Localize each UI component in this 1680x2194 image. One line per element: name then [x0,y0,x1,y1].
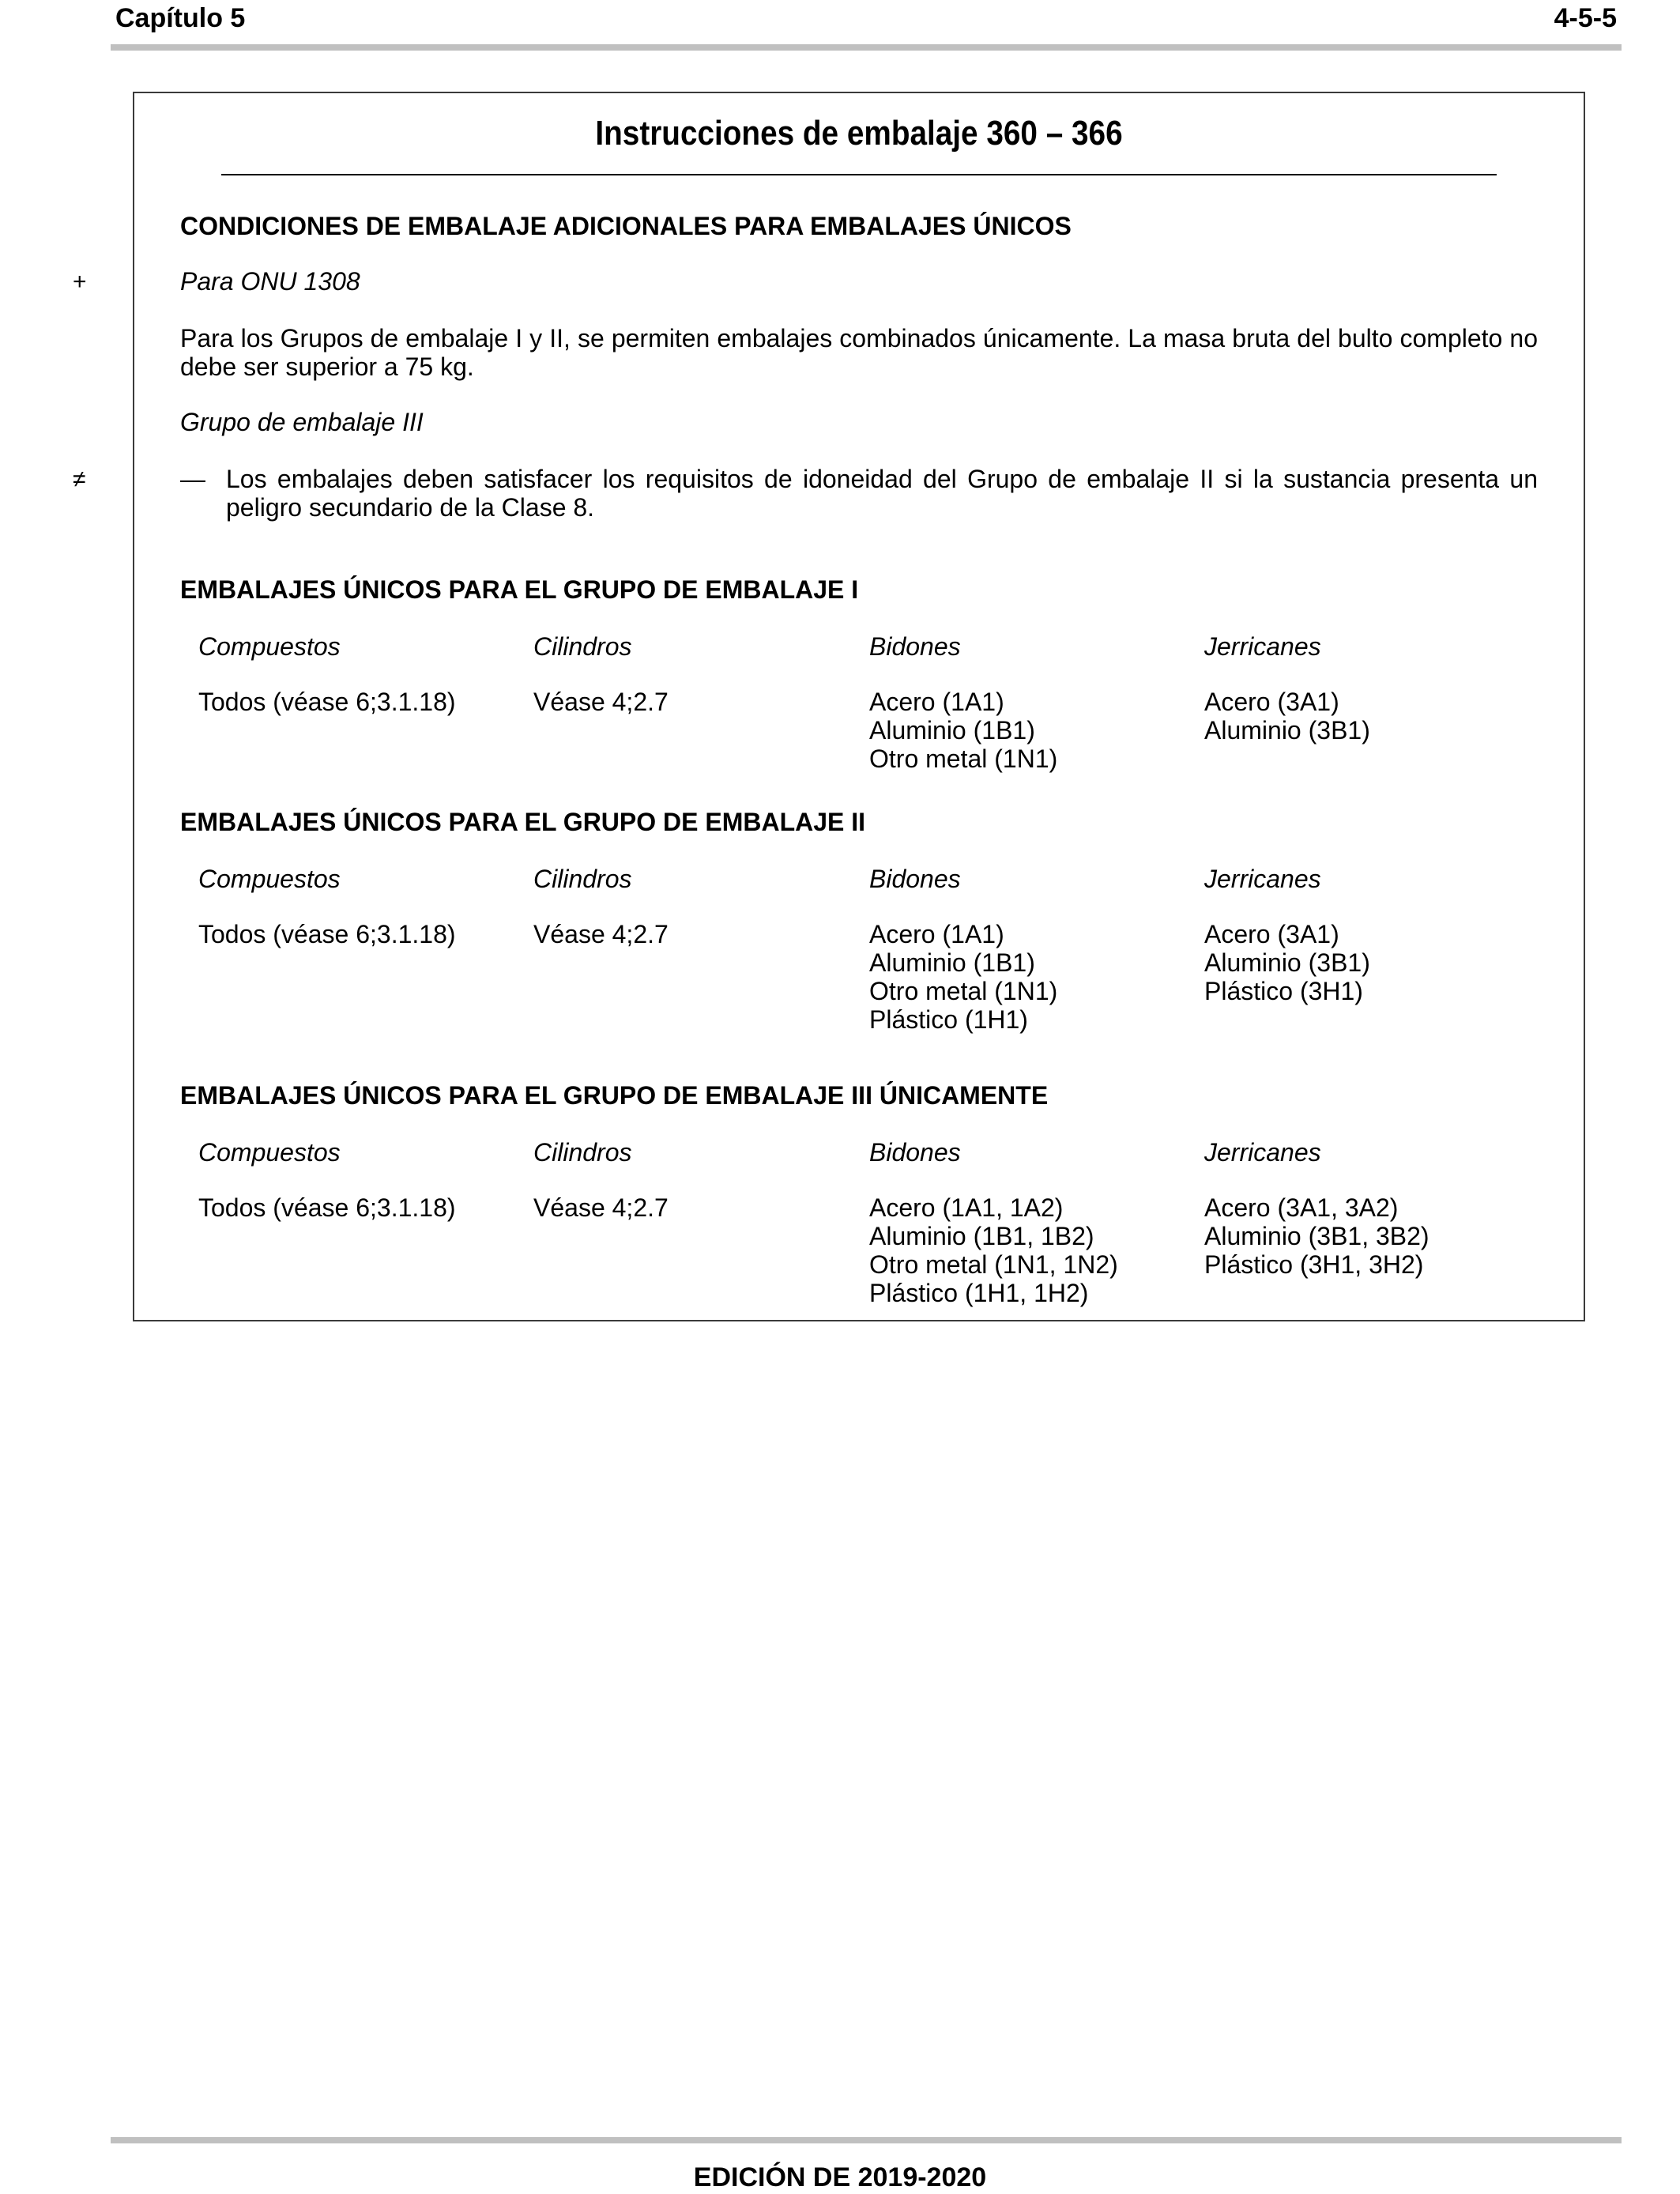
box-title: Instrucciones de embalaje 360 – 366 [221,93,1497,175]
section-3-bidones [869,1193,1118,1307]
chapter-label: Capítulo 5 [115,3,246,33]
cell: Todos (véase 6;3.1.18) [198,688,456,716]
margin-neq-mark: ≠ [73,466,86,492]
cell: Acero (1A1, 1A2) [869,1193,1064,1222]
col-header-bidones: Bidones [869,632,961,661]
conditions-heading: CONDICIONES DE EMBALAJE ADICIONALES PARA EMBALAJES ÚNICOS [180,212,1072,240]
bullet-dash: — [180,465,205,493]
cell: Acero (3A1) [1204,920,1339,948]
section-3-cilindros [533,1193,669,1222]
page-number: 4-5-5 [1554,3,1617,33]
section-3-heading: EMBALAJES ÚNICOS PARA EL GRUPO DE EMBALAJE III ÚNICAMENTE [180,1081,1049,1110]
cell: Plástico (1H1) [869,1005,1028,1034]
cell: Plástico (3H1, 3H2) [1204,1250,1424,1279]
cell: Otro metal (1N1, 1N2) [869,1250,1118,1279]
col-header-bidones: Bidones [869,1138,961,1167]
edition-footer: EDICIÓN DE 2019-2020 [693,2162,987,2192]
col-header-compuestos: Compuestos [198,632,341,661]
cell: Otro metal (1N1) [869,977,1058,1005]
cell: Otro metal (1N1) [869,745,1058,773]
cell: Acero (1A1) [869,688,1004,716]
col-header-jerricanes: Jerricanes [1204,632,1321,661]
cell: Aluminio (1B1) [869,948,1035,977]
section-3-jerricanes [1204,1193,1430,1279]
margin-plus-mark: + [73,269,87,295]
group3-label: Grupo de embalaje III [180,408,424,436]
cell: Aluminio (1B1) [869,716,1035,745]
col-header-compuestos: Compuestos [198,1138,341,1167]
cell: Acero (3A1, 3A2) [1204,1193,1399,1222]
cell: Véase 4;2.7 [533,688,669,716]
footer-rule [111,2137,1622,2143]
section-2-compuestos [198,920,456,948]
cell: Véase 4;2.7 [533,920,669,948]
onu-label: Para ONU 1308 [180,267,360,296]
cell: Aluminio (3B1) [1204,716,1370,745]
section-1-heading: EMBALAJES ÚNICOS PARA EL GRUPO DE EMBALAJE I [180,575,859,604]
bullet-text: Los embalajes deben satisfacer los requisitos de idoneidad del Grupo de embalaje II si la sustancia presenta un peligro secundario de la Clase 8. [226,465,1538,522]
cell: Plástico (1H1, 1H2) [869,1279,1089,1307]
section-1-jerricanes [1204,688,1370,745]
onu-text: Para los Grupos de embalaje I y II, se permiten embalajes combinados únicamente. La masa bruta del bulto completo no debe ser superior a 75 kg. [180,324,1538,381]
cell: Todos (véase 6;3.1.18) [198,1193,456,1222]
section-3-compuestos [198,1193,456,1222]
cell: Todos (véase 6;3.1.18) [198,920,456,948]
cell: Acero (1A1) [869,920,1004,948]
col-header-cilindros: Cilindros [533,632,632,661]
section-2-bidones [869,920,1057,1034]
cell: Véase 4;2.7 [533,1193,669,1222]
section-1-compuestos [198,688,456,716]
col-header-bidones: Bidones [869,865,961,893]
col-header-compuestos: Compuestos [198,865,341,893]
header-rule [111,44,1622,51]
col-header-cilindros: Cilindros [533,865,632,893]
col-header-cilindros: Cilindros [533,1138,632,1167]
cell: Aluminio (3B1, 3B2) [1204,1222,1430,1250]
section-2-cilindros [533,920,669,948]
cell: Plástico (3H1) [1204,977,1363,1005]
section-1-bidones [869,688,1057,773]
section-2-heading: EMBALAJES ÚNICOS PARA EL GRUPO DE EMBALAJE II [180,808,866,836]
cell: Aluminio (1B1, 1B2) [869,1222,1094,1250]
col-header-jerricanes: Jerricanes [1204,865,1321,893]
cell: Acero (3A1) [1204,688,1339,716]
section-2-jerricanes [1204,920,1370,1005]
section-1-cilindros [533,688,669,716]
cell: Aluminio (3B1) [1204,948,1370,977]
col-header-jerricanes: Jerricanes [1204,1138,1321,1167]
